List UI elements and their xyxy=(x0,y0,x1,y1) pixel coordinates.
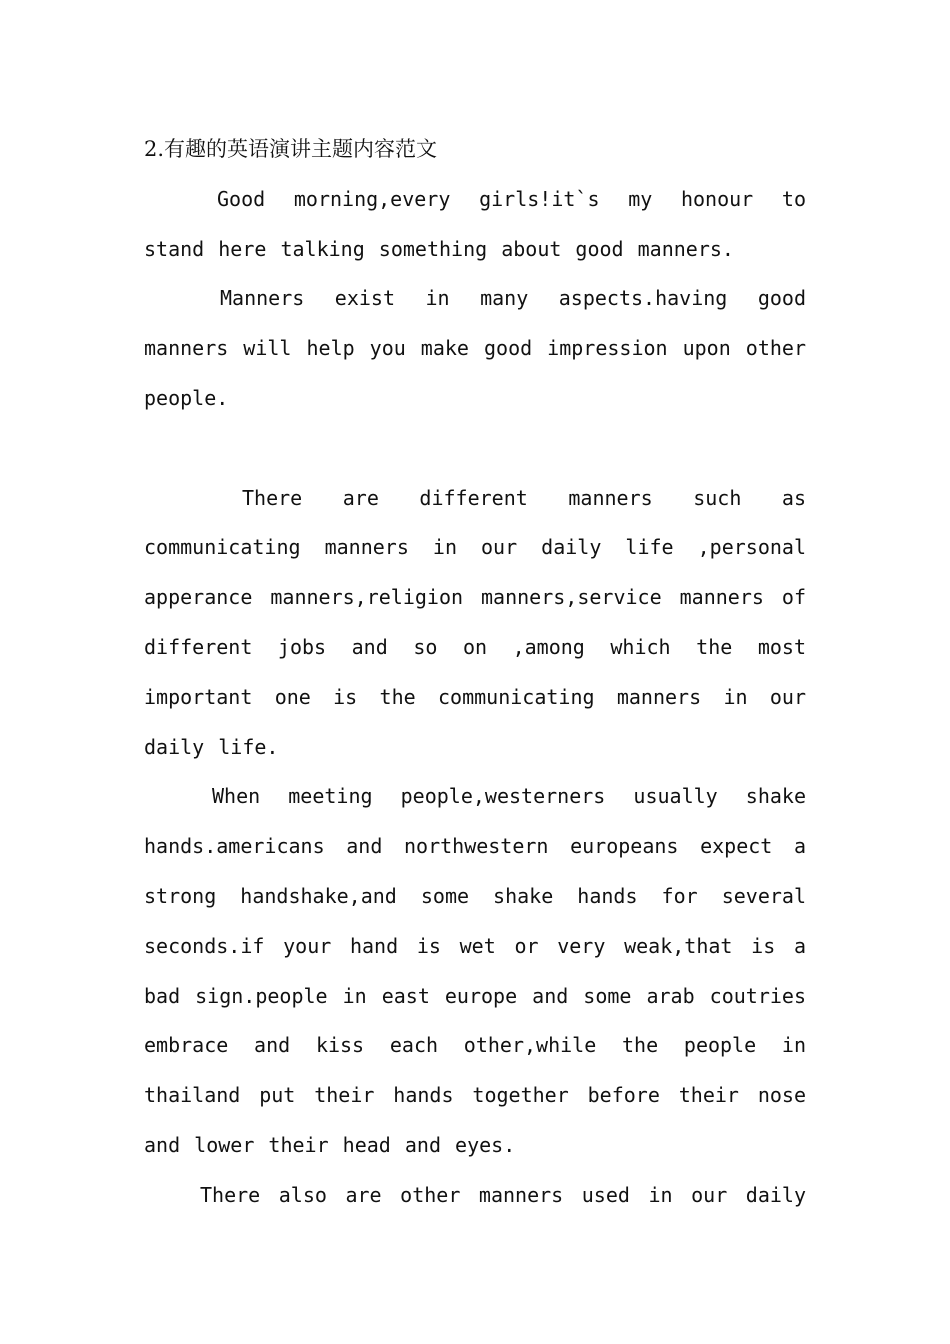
paragraph-manners-exist: Manners exist in many aspects.having good manners will help you make good impression upon other people. xyxy=(144,286,806,410)
document-body xyxy=(144,125,806,1221)
paragraph-different-manners: There are different manners such as communicating manners in our daily life ,personal apperance manners,religion manners,service manners of different jobs and so on ,among which the most important one is the communicating manners in our daily life. xyxy=(144,485,806,759)
paragraph-meeting-people: When meeting people,westerners usually shake hands.americans and northwestern europeans expect a strong handshake,and some shake hands for several seconds.if your hand is wet or very weak,that is a bad sign.people in east europe and some arab coutries embrace and kiss each other,while the people in thailand put their hands together before their nose and lower their head and eyes. xyxy=(144,784,806,1157)
paragraph-other-manners: There also are other manners used in our daily xyxy=(200,1182,806,1207)
document-heading: 2.有趣的英语演讲主题内容范文 xyxy=(144,137,438,161)
paragraph-greeting: Good morning,every girls!it`s my honour to stand here talking something about good manners. xyxy=(144,186,806,261)
blank-line xyxy=(144,424,806,474)
